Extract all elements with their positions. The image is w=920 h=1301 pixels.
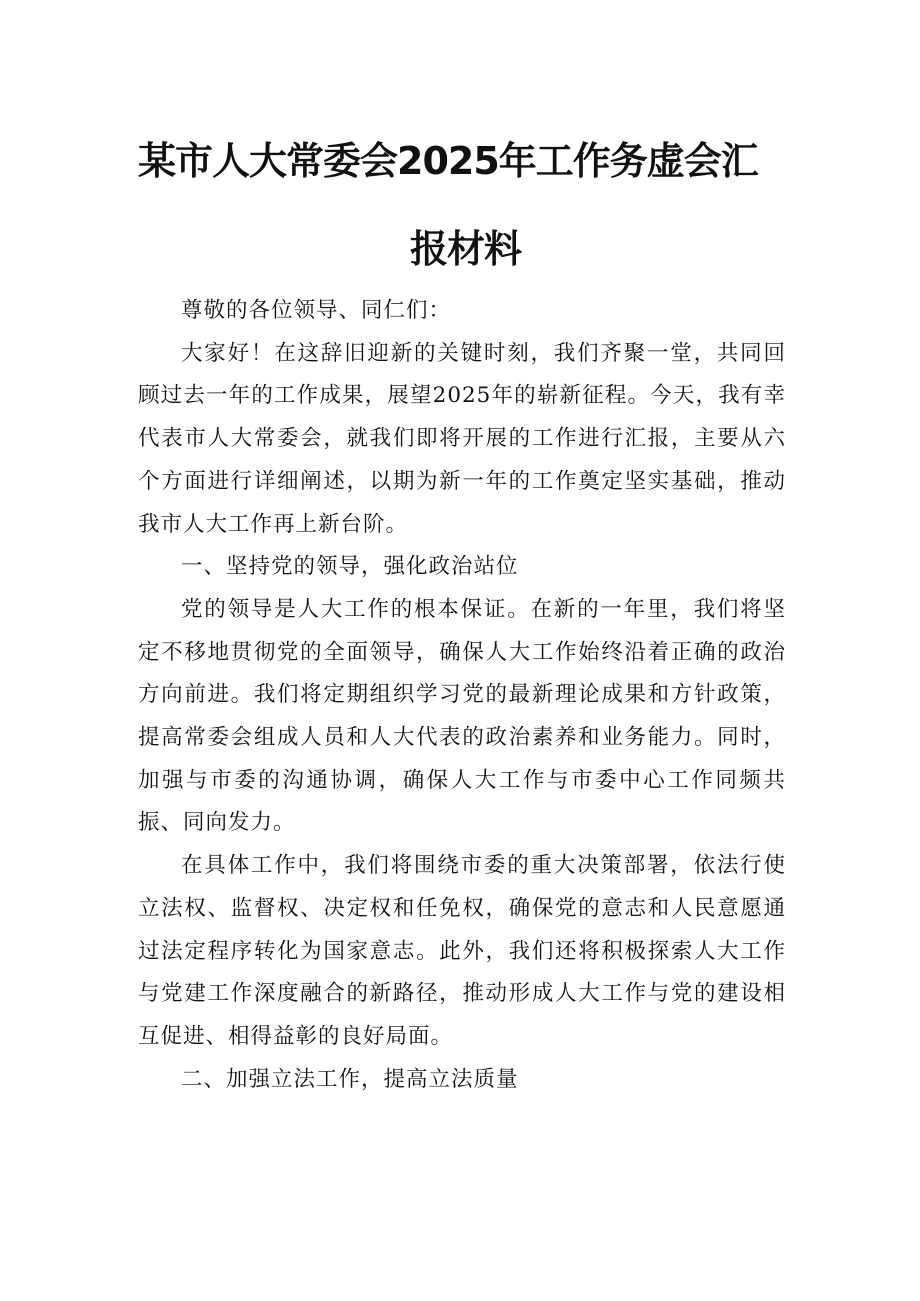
document-title-line1: 某市人大常委会2025年工作务虚会汇 [138,139,758,183]
section-heading-1: 一、坚持党的领导，强化政治站位 [181,554,519,580]
document-body [138,290,786,1101]
paragraph-intro: 大家好！在这辞旧迎新的关键时刻，我们齐聚一堂，共同回顾过去一年的工作成果，展望2025年的崭新征程。今天，我有幸代表市人大常委会，就我们即将开展的工作进行汇报，主要从六个方面进行详细阐述，以期为新一年的工作奠定坚实基础，推动我市人大工作再上新台阶。 [138,340,786,537]
document-title-line2: 报材料 [410,227,522,271]
section-heading-2: 二、加强立法工作，提高立法质量 [181,1066,519,1092]
paragraph-section1-b: 在具体工作中，我们将围绕市委的重大决策部署，依法行使立法权、监督权、决定权和任免权，确保党的意志和人民意愿通过法定程序转化为国家意志。此外，我们还将积极探索人大工作与党建工作深度融合的新路径，推动形成人大工作与党的建设相互促进、相得益彰的良好局面。 [138,853,786,1049]
paragraph-section1-a: 党的领导是人大工作的根本保证。在新的一年里，我们将坚定不移地贯彻党的全面领导，确保人大工作始终沿着正确的政治方向前进。我们将定期组织学习党的最新理论成果和方针政策，提高常委会组成人员和人大代表的政治素养和业务能力。同时，加强与市委的沟通协调，确保人大工作与市委中心工作同频共振、同向发力。 [138,596,786,836]
salutation: 尊敬的各位领导、同仁们： [181,298,452,323]
